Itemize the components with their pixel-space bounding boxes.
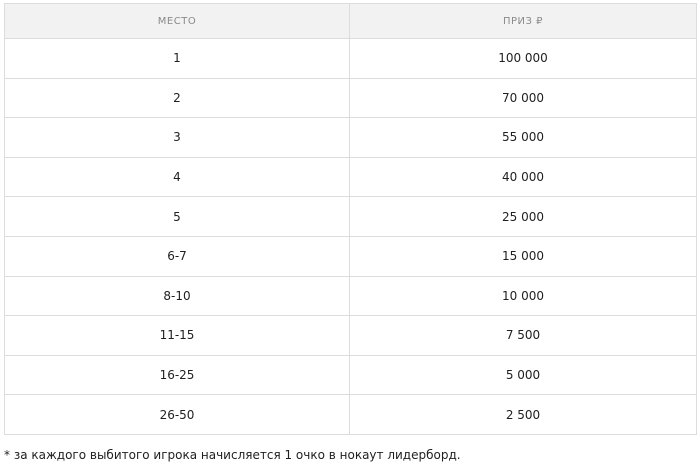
table-row — [5, 78, 697, 118]
cell-place: 11-15 — [5, 316, 350, 356]
cell-place: 16-25 — [5, 355, 350, 395]
cell-place: 5 — [5, 197, 350, 237]
table-row — [5, 355, 697, 395]
table-row — [5, 118, 697, 158]
prize-table-container — [4, 3, 696, 435]
cell-prize: 55 000 — [350, 118, 697, 158]
cell-prize: 70 000 — [350, 78, 697, 118]
table-row — [5, 157, 697, 197]
cell-place: 1 — [5, 39, 350, 79]
header-place: МЕСТО — [5, 4, 350, 39]
prize-table — [4, 3, 697, 435]
table-header-row — [5, 4, 697, 39]
header-prize: ПРИЗ ₽ — [350, 4, 697, 39]
cell-place: 2 — [5, 78, 350, 118]
cell-place: 6-7 — [5, 236, 350, 276]
cell-place: 8-10 — [5, 276, 350, 316]
cell-prize: 10 000 — [350, 276, 697, 316]
cell-place: 3 — [5, 118, 350, 158]
cell-prize: 40 000 — [350, 157, 697, 197]
table-row — [5, 316, 697, 356]
cell-prize: 25 000 — [350, 197, 697, 237]
table-row — [5, 276, 697, 316]
footnote: * за каждого выбитого игрока начисляется 1 очко в нокаут лидерборд. — [4, 448, 461, 462]
table-row — [5, 395, 697, 435]
table-row — [5, 39, 697, 79]
cell-prize: 7 500 — [350, 316, 697, 356]
table-row — [5, 236, 697, 276]
table-row — [5, 197, 697, 237]
cell-prize: 2 500 — [350, 395, 697, 435]
cell-prize: 5 000 — [350, 355, 697, 395]
cell-prize: 100 000 — [350, 39, 697, 79]
cell-prize: 15 000 — [350, 236, 697, 276]
cell-place: 26-50 — [5, 395, 350, 435]
cell-place: 4 — [5, 157, 350, 197]
